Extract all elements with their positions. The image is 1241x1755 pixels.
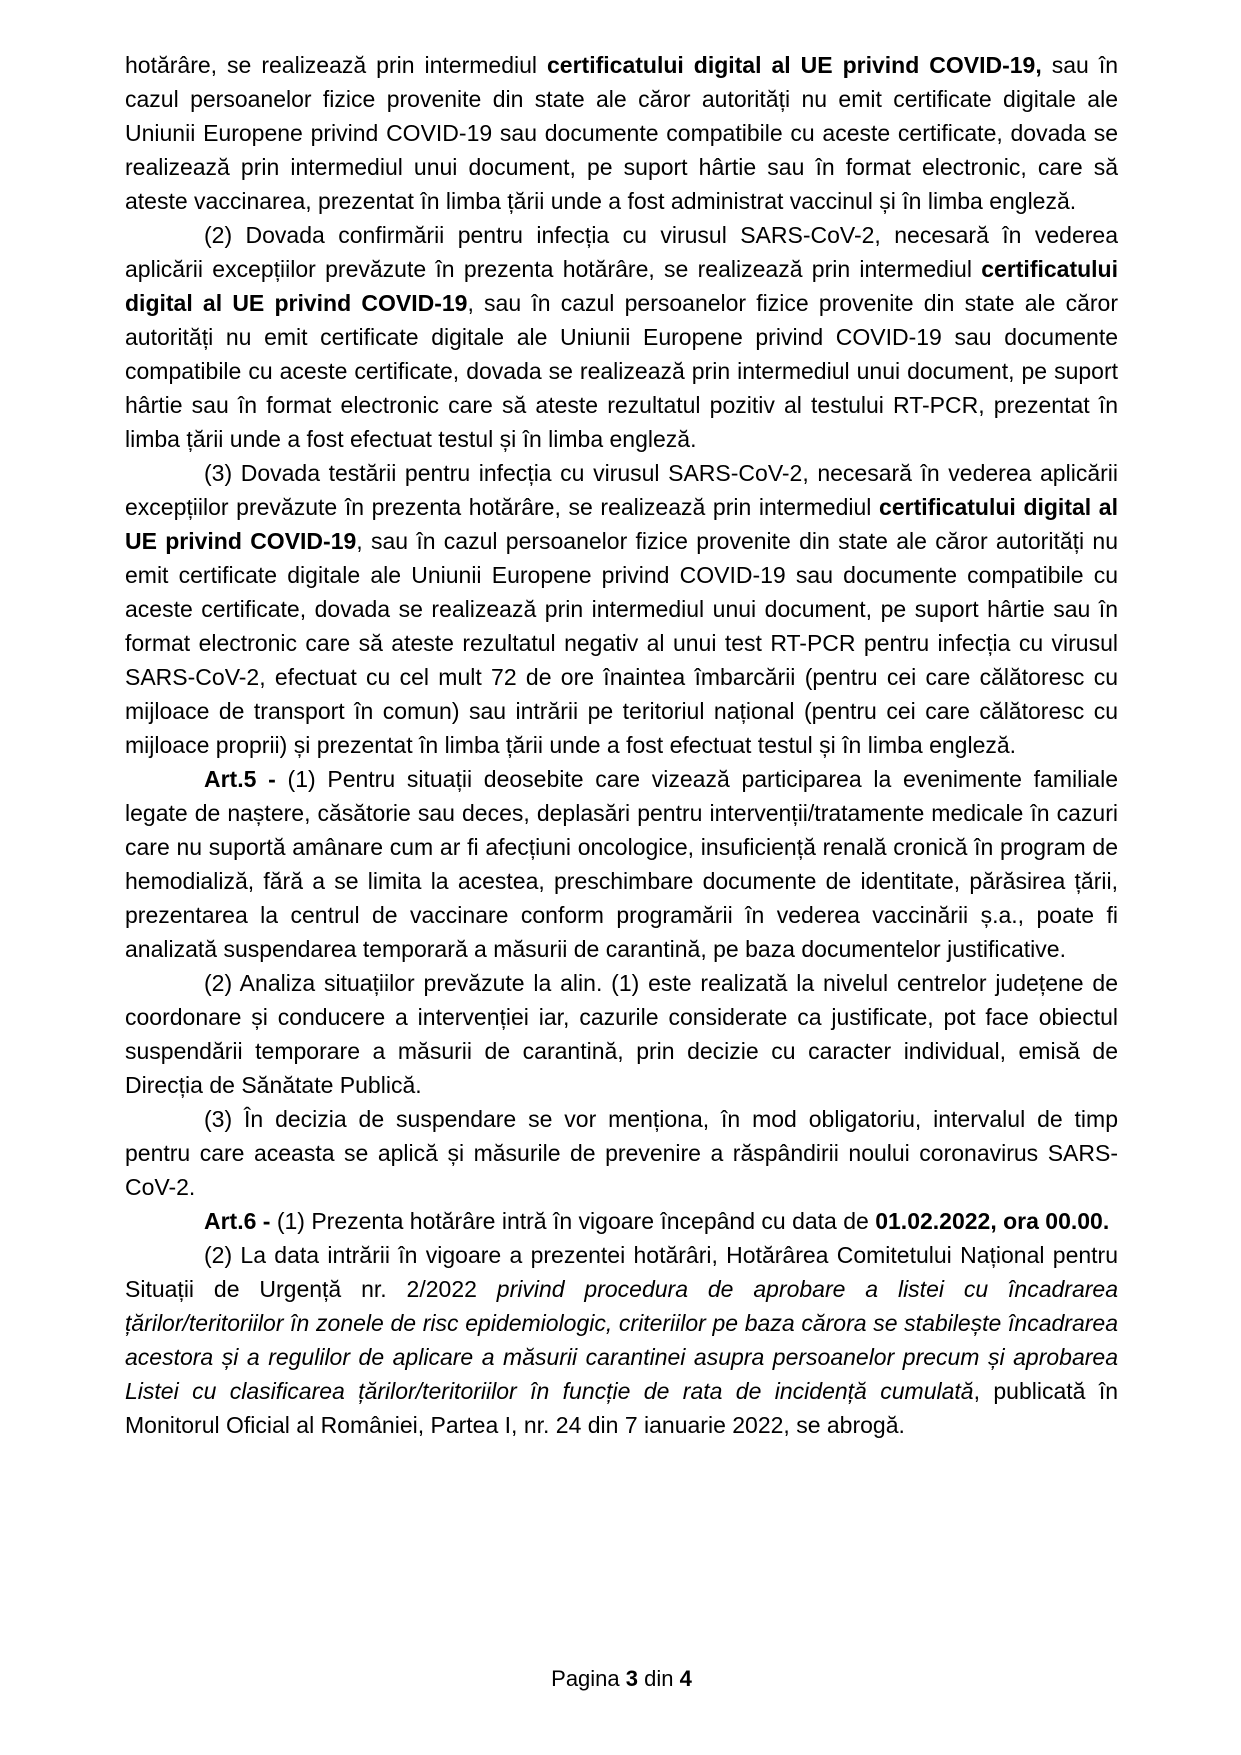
- text-run: certificatului digital al UE privind COVID-19: [125, 494, 1118, 554]
- paragraph-8: [125, 1238, 1118, 1442]
- text-run: certificatului digital al UE privind COVID-19: [125, 256, 1118, 316]
- text-run: , publicată în Monitorul Oficial al României, Partea I, nr. 24 din 7 ianuarie 2022, se abrogă.: [125, 1378, 1119, 1438]
- paragraph-6: [125, 1102, 1118, 1204]
- text-run: Art.6 -: [204, 1208, 277, 1234]
- paragraph-5: [125, 966, 1118, 1102]
- paragraph-2: [125, 218, 1118, 456]
- footer-separator: din: [638, 1666, 680, 1691]
- footer-page-number: 3: [625, 1666, 639, 1691]
- text-run: sau în cazul persoanelor fizice provenite din state ale căror autorități nu emit certificate digitale ale Uniunii Europene privind COVID-19 sau documente compatibile cu aceste certificate, dovada se realizează prin intermediul unui document, pe suport hârtie sau în format electronic, care să ateste vaccinarea, prezentat în limba țării unde a fost administrat vaccinul și în limba engleză.: [125, 52, 1119, 214]
- text-run: (1) Prezenta hotărâre intră în vigoare începând cu data de: [276, 1208, 876, 1234]
- text-run: (3) Dovada testării pentru infecția cu virusul SARS-CoV-2, necesară în vederea aplicării excepțiilor prevăzute în prezenta hotărâre, se realizează prin intermediul: [125, 460, 1118, 520]
- text-run: , sau în cazul persoanelor fizice provenite din state ale căror autorități nu emit certificate digitale ale Uniunii Europene privind COVID-19 sau documente compatibile cu aceste certificate, dovada se realizează prin intermediul unui document, pe suport hârtie sau în format electronic care să ateste rezultatul pozitiv al testului RT-PCR, prezentat în limba țării unde a fost efectuat testul și în limba engleză.: [125, 290, 1118, 452]
- document-body: [125, 48, 1118, 1442]
- text-run: (2) Analiza situațiilor prevăzute la alin. (1) este realizată la nivelul centrelor județene de coordonare și conducere a intervenției iar, cazurile considerate ca justificate, pot face obiectul suspendării temporare a măsurii de carantină, prin decizie cu caracter individual, emisă de Direcția de Sănătate Publică.: [125, 970, 1118, 1098]
- paragraph-3: [125, 456, 1118, 762]
- text-run: Art.5 -: [204, 766, 288, 792]
- text-run: privind procedura de aprobare a listei cu încadrarea țărilor/teritoriilor în zonele de risc epidemiologic, criteriilor pe baza cărora se stabilește încadrarea acestora și a regulilor de aplicare a măsurii carantinei asupra persoanelor precum și aprobarea Listei cu clasificarea țărilor/teritoriilor în funcție de rata de incidență cumulată: [125, 1276, 1118, 1404]
- text-run: (2) La data intrării în vigoare a prezentei hotărâri, Hotărârea Comitetului Național pentru Situații de Urgență nr. 2/2022: [125, 1242, 1118, 1302]
- paragraph-4: [125, 762, 1118, 966]
- text-run: certificatului digital al UE privind COVID-19,: [547, 52, 1042, 78]
- paragraph-7: [125, 1204, 1118, 1238]
- text-run: 01.02.2022, ora 00.00.: [875, 1208, 1110, 1234]
- footer-total-pages: 4: [679, 1666, 692, 1691]
- text-run: (2) Dovada confirmării pentru infecția cu virusul SARS-CoV-2, necesară în vederea aplicării excepțiilor prevăzute în prezenta hotărâre, se realizează prin intermediul: [125, 222, 1118, 282]
- text-run: hotărâre, se realizează prin intermediul: [125, 52, 548, 78]
- text-run: (3) În decizia de suspendare se vor menționa, în mod obligatoriu, intervalul de timp pentru care aceasta se aplică și măsurile de prevenire a răspândirii noului coronavirus SARS-CoV-2.: [125, 1106, 1118, 1200]
- footer-page-label: Pagina: [551, 1666, 626, 1691]
- page-footer: [125, 1664, 1118, 1694]
- paragraph-1: [125, 48, 1118, 218]
- text-run: (1) Pentru situații deosebite care vizează participarea la evenimente familiale legate de naștere, căsătorie sau deces, deplasări pentru intervenții/tratamente medicale în cazuri care nu suportă amânare cum ar fi afecțiuni oncologice, insuficiență renală cronică în program de hemodializă, fără a se limita la acestea, preschimbare documente de identitate, părăsirea țării, prezentarea la centrul de vaccinare conform programării în vederea vaccinării ș.a., poate fi analizată suspendarea temporară a măsurii de carantină, pe baza documentelor justificative.: [125, 766, 1119, 962]
- text-run: , sau în cazul persoanelor fizice provenite din state ale căror autorități nu emit certificate digitale ale Uniunii Europene privind COVID-19 sau documente compatibile cu aceste certificate, dovada se realizează prin intermediul unui document, pe suport hârtie sau în format electronic care să ateste rezultatul negativ al unui test RT-PCR pentru infecția cu virusul SARS-CoV-2, efectuat cu cel mult 72 de ore înaintea îmbarcării (pentru cei care călătoresc cu mijloace de transport în comun) sau intrării pe teritoriul național (pentru cei care călătoresc cu mijloace proprii) și prezentat în limba țării unde a fost efectuat testul și în limba engleză.: [125, 528, 1119, 758]
